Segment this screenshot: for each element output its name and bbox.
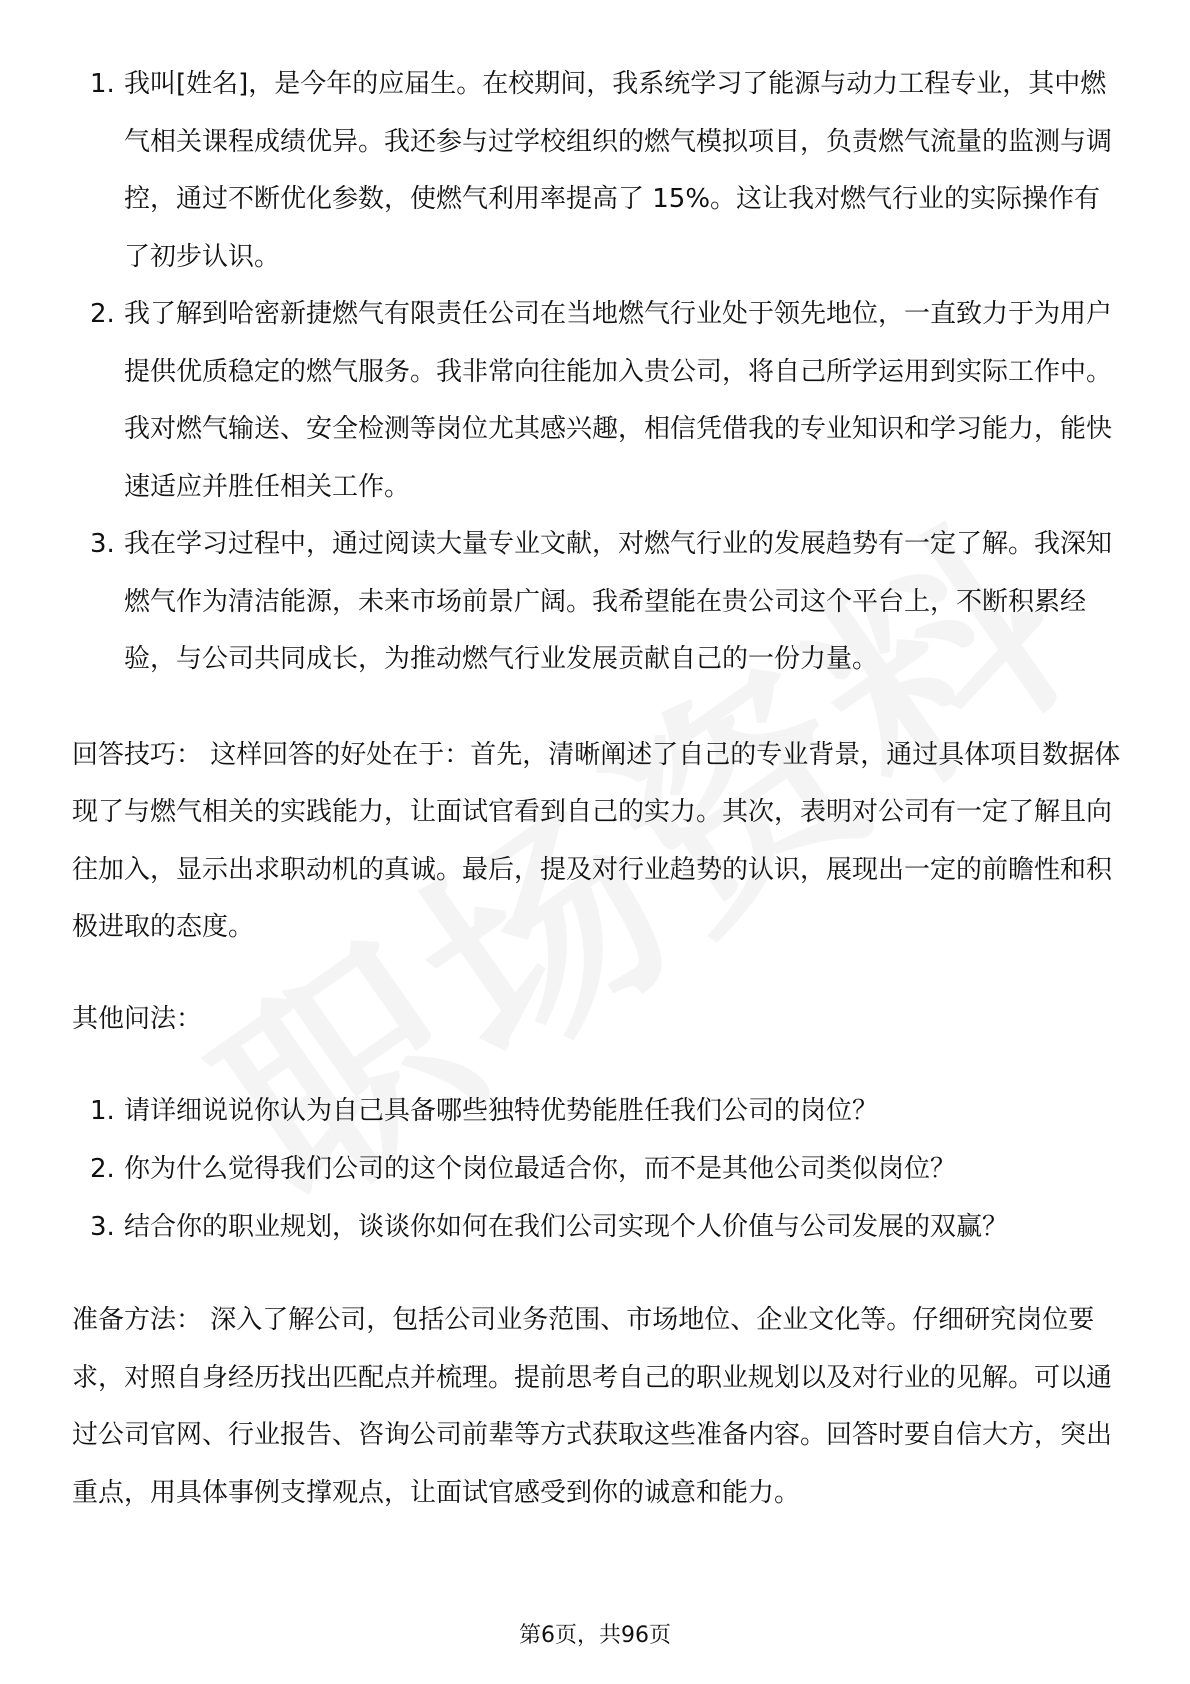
list-item xyxy=(72,56,1122,286)
list-number: 3. xyxy=(90,1212,115,1242)
list-item-text: 结合你的职业规划，谈谈你如何在我们公司实现个人价值与公司发展的双赢？ xyxy=(124,1212,1009,1242)
answer-list xyxy=(72,56,1122,689)
list-item-text: 请详细说说你认为自己具备哪些独特优势能胜任我们公司的岗位？ xyxy=(124,1096,879,1126)
list-item-text: 我叫[姓名]，是今年的应届生。在校期间，我系统学习了能源与动力工程专业，其中燃气相关课程成绩优异。我还参与过学校组织的燃气模拟项目，负责燃气流量的监测与调控，通过不断优化参数，使燃气利用率提高了 15%。这让我对燃气行业的实际操作有了初步认识。 xyxy=(124,69,1113,272)
list-item-text: 我在学习过程中，通过阅读大量专业文献，对燃气行业的发展趋势有一定了解。我深知燃气作为清洁能源，未来市场前景广阔。我希望能在贵公司这个平台上，不断积累经验，与公司共同成长，为推动燃气行业发展贡献自己的一份力量。 xyxy=(124,529,1113,674)
list-number: 1. xyxy=(90,1096,115,1126)
list-number: 3. xyxy=(90,529,115,559)
list-item-text: 我了解到哈密新捷燃气有限责任公司在当地燃气行业处于领先地位，一直致力于为用户提供优质稳定的燃气服务。我非常向往能加入贵公司，将自己所学运用到实际工作中。我对燃气输送、安全检测等岗位尤其感兴趣，相信凭借我的专业知识和学习能力，能快速适应并胜任相关工作。 xyxy=(124,299,1113,502)
list-number: 1. xyxy=(90,69,115,99)
list-item xyxy=(72,286,1122,516)
page-footer: 第6页，共96页 xyxy=(519,1623,671,1648)
list-item xyxy=(72,1198,1122,1256)
document-page xyxy=(72,56,1122,1522)
list-item xyxy=(72,516,1122,689)
preparation-paragraph: 准备方法： 深入了解公司，包括公司业务范围、市场地位、企业文化等。仔细研究岗位要求，对照自身经历找出匹配点并梳理。提前思考自己的职业规划以及对行业的见解。可以通过公司官网、行业报告、咨询公司前辈等方式获取这些准备内容。回答时要自信大方，突出重点，用具体事例支撑观点，让面试官感受到你的诚意和能力。 xyxy=(72,1305,1113,1508)
other-questions-list xyxy=(72,1082,1122,1256)
list-item xyxy=(72,1140,1122,1198)
answer-tips-paragraph: 回答技巧： 这样回答的好处在于：首先，清晰阐述了自己的专业背景，通过具体项目数据体现了与燃气相关的实践能力，让面试官看到自己的实力。其次，表明对公司有一定了解且向往加入，显示出求职动机的真诚。最后，提及对行业趋势的认识，展现出一定的前瞻性和积极进取的态度。 xyxy=(72,739,1121,942)
list-item-text: 你为什么觉得我们公司的这个岗位最适合你，而不是其他公司类似岗位？ xyxy=(124,1154,957,1184)
other-questions-label: 其他问法： xyxy=(72,1003,203,1034)
list-item xyxy=(72,1082,1122,1140)
list-number: 2. xyxy=(90,299,115,329)
list-number: 2. xyxy=(90,1154,115,1184)
